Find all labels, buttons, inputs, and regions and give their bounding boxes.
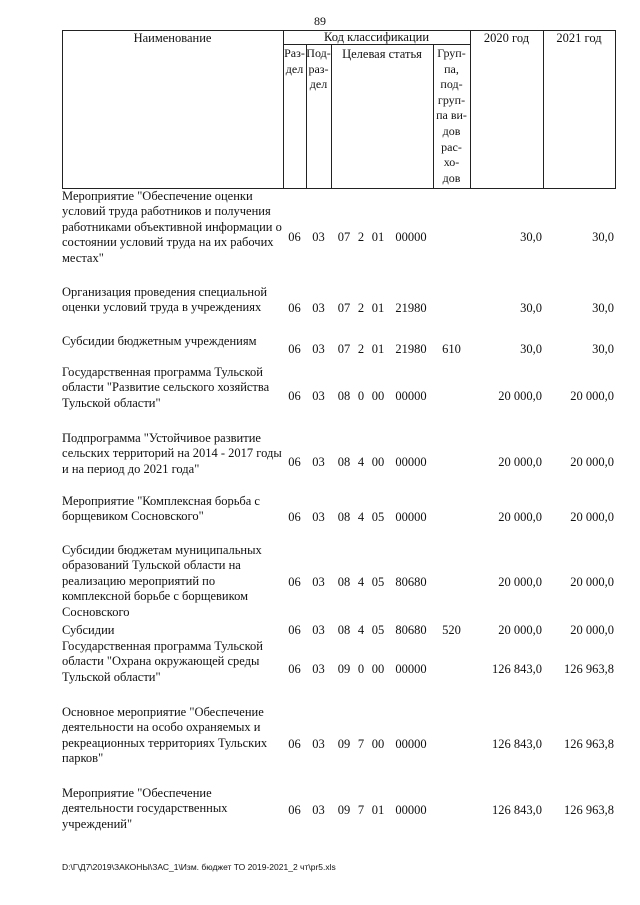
row-target-subprogram: 4 [357, 455, 365, 469]
row-razdel: 06 [288, 455, 301, 469]
row-target-subprogram: 0 [357, 662, 365, 676]
row-razdel: 06 [288, 662, 301, 676]
row-razdel: 06 [288, 301, 301, 315]
row-target-program: 08 [337, 510, 351, 524]
row-value-2021: 30,0 [592, 301, 614, 315]
row-podrazdel: 03 [312, 623, 325, 637]
row-value-2021: 20 000,0 [570, 389, 614, 403]
row-target-direction: 80680 [395, 623, 427, 637]
row-value-2021: 30,0 [592, 342, 614, 356]
page-number: 89 [314, 14, 326, 28]
row-target-program: 08 [337, 575, 351, 589]
left-border [62, 30, 63, 189]
row-target-subprogram: 0 [357, 389, 365, 403]
row-value-2021: 126 963,8 [564, 803, 614, 817]
row-name: Мероприятие "Обеспечение деятельности государственных учреждений" [62, 786, 228, 831]
row-podrazdel: 03 [312, 230, 325, 244]
row-value-2021: 126 963,8 [564, 662, 614, 676]
row-target-direction: 00000 [395, 803, 427, 817]
row-target-program: 08 [337, 389, 351, 403]
header-2021: 2021 год [556, 31, 602, 45]
row-target-event: 01 [371, 803, 385, 817]
row-target-program: 09 [337, 662, 351, 676]
row-razdel: 06 [288, 510, 301, 524]
row-razdel: 06 [288, 803, 301, 817]
row-value-2020: 126 843,0 [492, 803, 542, 817]
row-target-program: 08 [337, 623, 351, 637]
row-target-event: 00 [371, 455, 385, 469]
row-podrazdel: 03 [312, 510, 325, 524]
file-path-footer: D:\Г\Д7\2019\ЗАКОНЫ\ЗАС_1\Изм. бюджет ТО 2019-2021_2 чт\pr5.xls [62, 862, 336, 872]
header-podrazdel: Под- раз- дел [306, 46, 331, 92]
row-group: 610 [442, 342, 461, 356]
row-podrazdel: 03 [312, 455, 325, 469]
row-value-2020: 20 000,0 [498, 389, 542, 403]
row-value-2020: 30,0 [520, 230, 542, 244]
row-razdel: 06 [288, 389, 301, 403]
row-target-direction: 00000 [395, 737, 427, 751]
row-target-subprogram: 2 [357, 301, 365, 315]
row-target-event: 00 [371, 662, 385, 676]
row-target-program: 08 [337, 455, 351, 469]
row-razdel: 06 [288, 737, 301, 751]
row-name: Государственная программа Тульской области "Развитие сельского хозяйства Тульской области" [62, 365, 270, 410]
code-divider [470, 30, 471, 189]
row-value-2020: 20 000,0 [498, 510, 542, 524]
row-target-direction: 00000 [395, 230, 427, 244]
row-value-2020: 30,0 [520, 301, 542, 315]
row-value-2020: 126 843,0 [492, 662, 542, 676]
row-podrazdel: 03 [312, 389, 325, 403]
row-target-program: 09 [337, 737, 351, 751]
row-target-direction: 80680 [395, 575, 427, 589]
row-podrazdel: 03 [312, 575, 325, 589]
row-value-2021: 20 000,0 [570, 510, 614, 524]
row-target-subprogram: 4 [357, 510, 365, 524]
row-name: Государственная программа Тульской области "Охрана окружающей среды Тульской области" [62, 639, 263, 684]
podrazdel-divider [331, 44, 332, 189]
row-target-event: 00 [371, 737, 385, 751]
row-value-2020: 30,0 [520, 342, 542, 356]
row-value-2021: 30,0 [592, 230, 614, 244]
row-target-subprogram: 4 [357, 575, 365, 589]
row-target-subprogram: 7 [357, 737, 365, 751]
row-group: 520 [442, 623, 461, 637]
header-2020: 2020 год [483, 31, 530, 45]
header-razdel: Раз- дел [284, 46, 305, 76]
row-target-event: 01 [371, 301, 385, 315]
row-value-2020: 20 000,0 [498, 455, 542, 469]
row-target-direction: 00000 [395, 389, 427, 403]
row-name: Подпрограмма "Устойчивое развитие сельских территорий на 2014 - 2017 годы и на период до 2021 года" [62, 431, 282, 476]
row-target-program: 07 [337, 301, 351, 315]
row-value-2021: 20 000,0 [570, 623, 614, 637]
row-target-direction: 21980 [395, 342, 427, 356]
row-target-event: 00 [371, 389, 385, 403]
row-razdel: 06 [288, 623, 301, 637]
row-target-subprogram: 4 [357, 623, 365, 637]
row-podrazdel: 03 [312, 803, 325, 817]
row-target-event: 01 [371, 230, 385, 244]
row-target-program: 07 [337, 230, 351, 244]
row-value-2020: 20 000,0 [498, 623, 542, 637]
row-name: Организация проведения специальной оценки условий труда в учреждениях [62, 285, 268, 315]
row-target-event: 01 [371, 342, 385, 356]
row-target-program: 09 [337, 803, 351, 817]
row-target-subprogram: 2 [357, 342, 365, 356]
row-target-direction: 21980 [395, 301, 427, 315]
row-name: Мероприятие "Комплексная борьба с борщевиком Сосновского" [62, 494, 260, 524]
row-value-2020: 20 000,0 [498, 575, 542, 589]
row-podrazdel: 03 [312, 737, 325, 751]
row-name: Субсидии бюджетам муниципальных образований Тульской области на реализацию мероприятий по комплексной борьбе с борщевиком Сосновского [62, 543, 262, 619]
right-border [615, 30, 616, 189]
row-razdel: 06 [288, 575, 301, 589]
header-code-group: Код классификации [323, 30, 430, 44]
row-value-2021: 20 000,0 [570, 455, 614, 469]
row-target-direction: 00000 [395, 455, 427, 469]
row-name: Мероприятие "Обеспечение оценки условий труда работников и получения работниками объективной информации о состоянии условий труда на их рабочих местах" [62, 189, 282, 265]
row-name: Субсидии бюджетным учреждениям [62, 334, 257, 348]
row-target-direction: 00000 [395, 510, 427, 524]
row-target-event: 05 [371, 623, 385, 637]
row-value-2020: 126 843,0 [492, 737, 542, 751]
row-target-subprogram: 2 [357, 230, 365, 244]
row-target-subprogram: 7 [357, 803, 365, 817]
row-value-2021: 20 000,0 [570, 575, 614, 589]
row-razdel: 06 [288, 230, 301, 244]
year-divider [543, 30, 544, 189]
row-podrazdel: 03 [312, 342, 325, 356]
row-target-program: 07 [337, 342, 351, 356]
header-target: Целевая статья [342, 47, 422, 61]
row-podrazdel: 03 [312, 301, 325, 315]
row-podrazdel: 03 [312, 662, 325, 676]
row-target-direction: 00000 [395, 662, 427, 676]
row-value-2021: 126 963,8 [564, 737, 614, 751]
row-target-event: 05 [371, 510, 385, 524]
row-target-event: 05 [371, 575, 385, 589]
header-group: Груп- па, под- груп- па ви- дов рас- хо- дов [436, 46, 467, 185]
row-name: Субсидии [62, 623, 115, 637]
row-name: Основное мероприятие "Обеспечение деятельности на особо охраняемых и рекреационных территориях Тульских парков" [62, 705, 268, 766]
header-name: Наименование [133, 31, 212, 45]
row-razdel: 06 [288, 342, 301, 356]
